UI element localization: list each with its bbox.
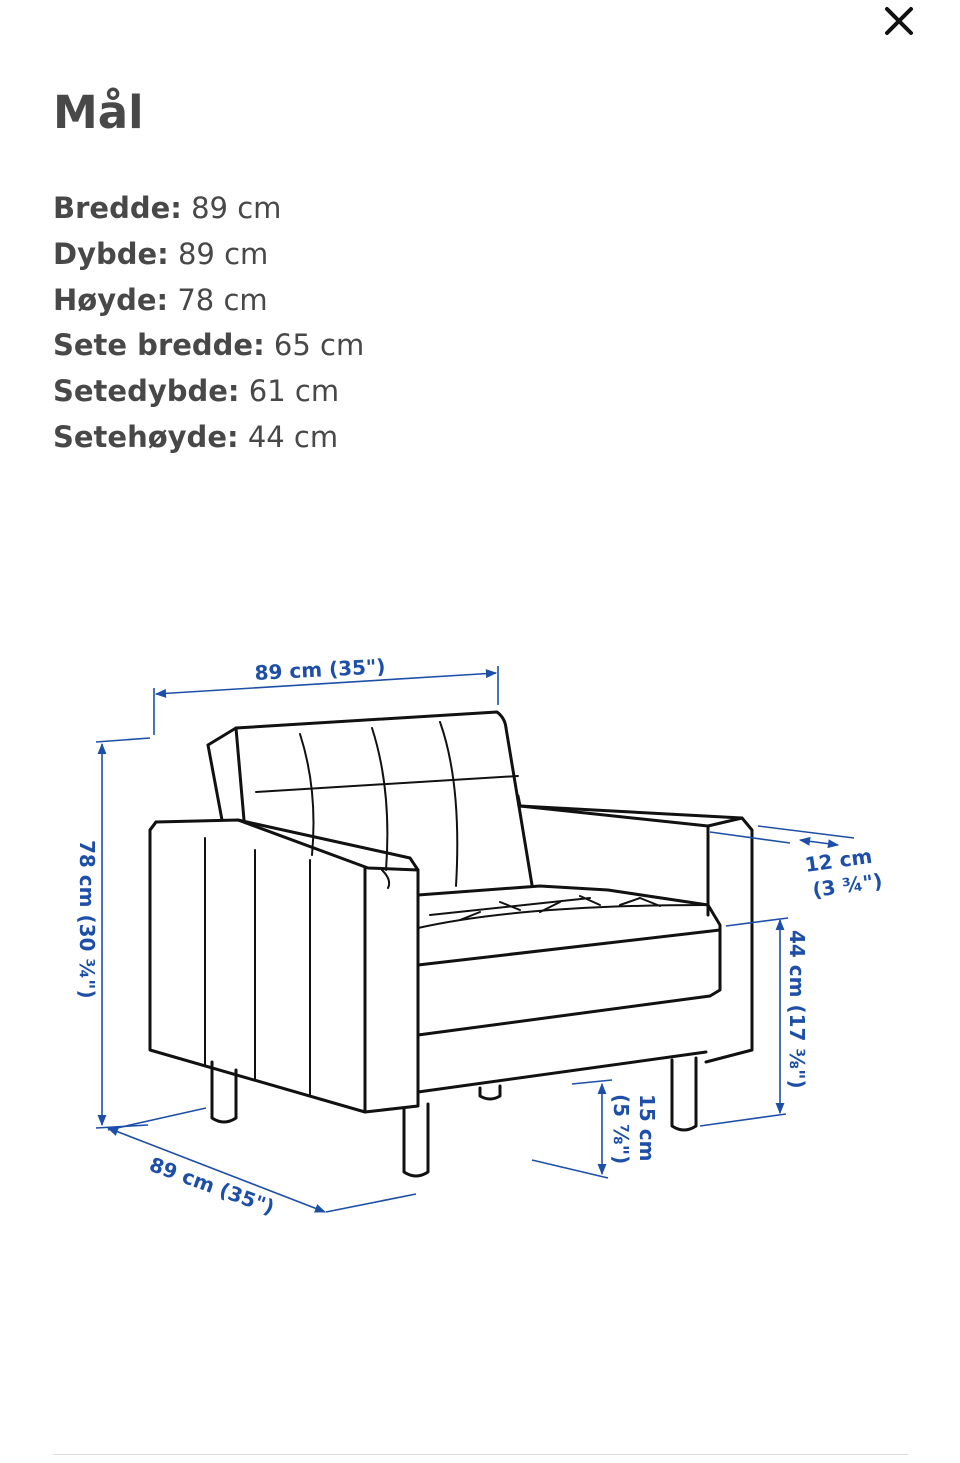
spec-seat-depth	[53, 369, 364, 415]
spec-label: Høyde:	[53, 282, 169, 317]
spec-label: Setehøyde:	[53, 419, 239, 454]
spec-label: Sete bredde:	[53, 328, 265, 363]
arm-width-label-line2: (3 ¾")	[810, 868, 884, 903]
spec-value: 44 cm	[247, 419, 339, 454]
height-dimension-label: 78 cm (30 ¾")	[75, 840, 99, 999]
spec-seat-height	[53, 415, 364, 461]
spec-value: 78 cm	[177, 282, 268, 317]
divider	[53, 1454, 908, 1455]
armchair-dimension-diagram	[0, 600, 960, 1280]
spec-label: Setedybde:	[53, 374, 240, 409]
leg-height-label-line2: (5 ⅞")	[609, 1094, 633, 1165]
spec-label: Bredde:	[53, 191, 182, 225]
leg-height-dimension-label	[609, 1094, 659, 1168]
depth-dimension-label: 89 cm (35")	[146, 1152, 278, 1220]
spec-height	[53, 278, 364, 324]
spec-seat-width	[53, 323, 364, 369]
spec-value: 61 cm	[248, 374, 340, 409]
close-icon	[884, 6, 914, 36]
page-title: Mål	[53, 86, 144, 139]
spec-value: 65 cm	[273, 328, 365, 363]
spec-label: Dybde:	[53, 236, 169, 271]
spec-value: 89 cm	[177, 236, 269, 271]
spec-value: 89 cm	[191, 191, 282, 225]
arm-width-dimension-label	[803, 843, 884, 903]
leg-height-label-line1: 15 cm	[635, 1094, 659, 1162]
width-dimension-label: 89 cm (35")	[254, 654, 387, 685]
armchair-drawing	[150, 712, 752, 1176]
spec-depth	[53, 232, 364, 278]
arm-width-label-line1: 12 cm	[803, 843, 874, 877]
dimension-list	[53, 186, 364, 461]
close-button[interactable]	[872, 0, 926, 42]
seat-height-dimension-label: 44 cm (17 ⅜")	[785, 930, 809, 1089]
spec-width	[53, 186, 364, 232]
